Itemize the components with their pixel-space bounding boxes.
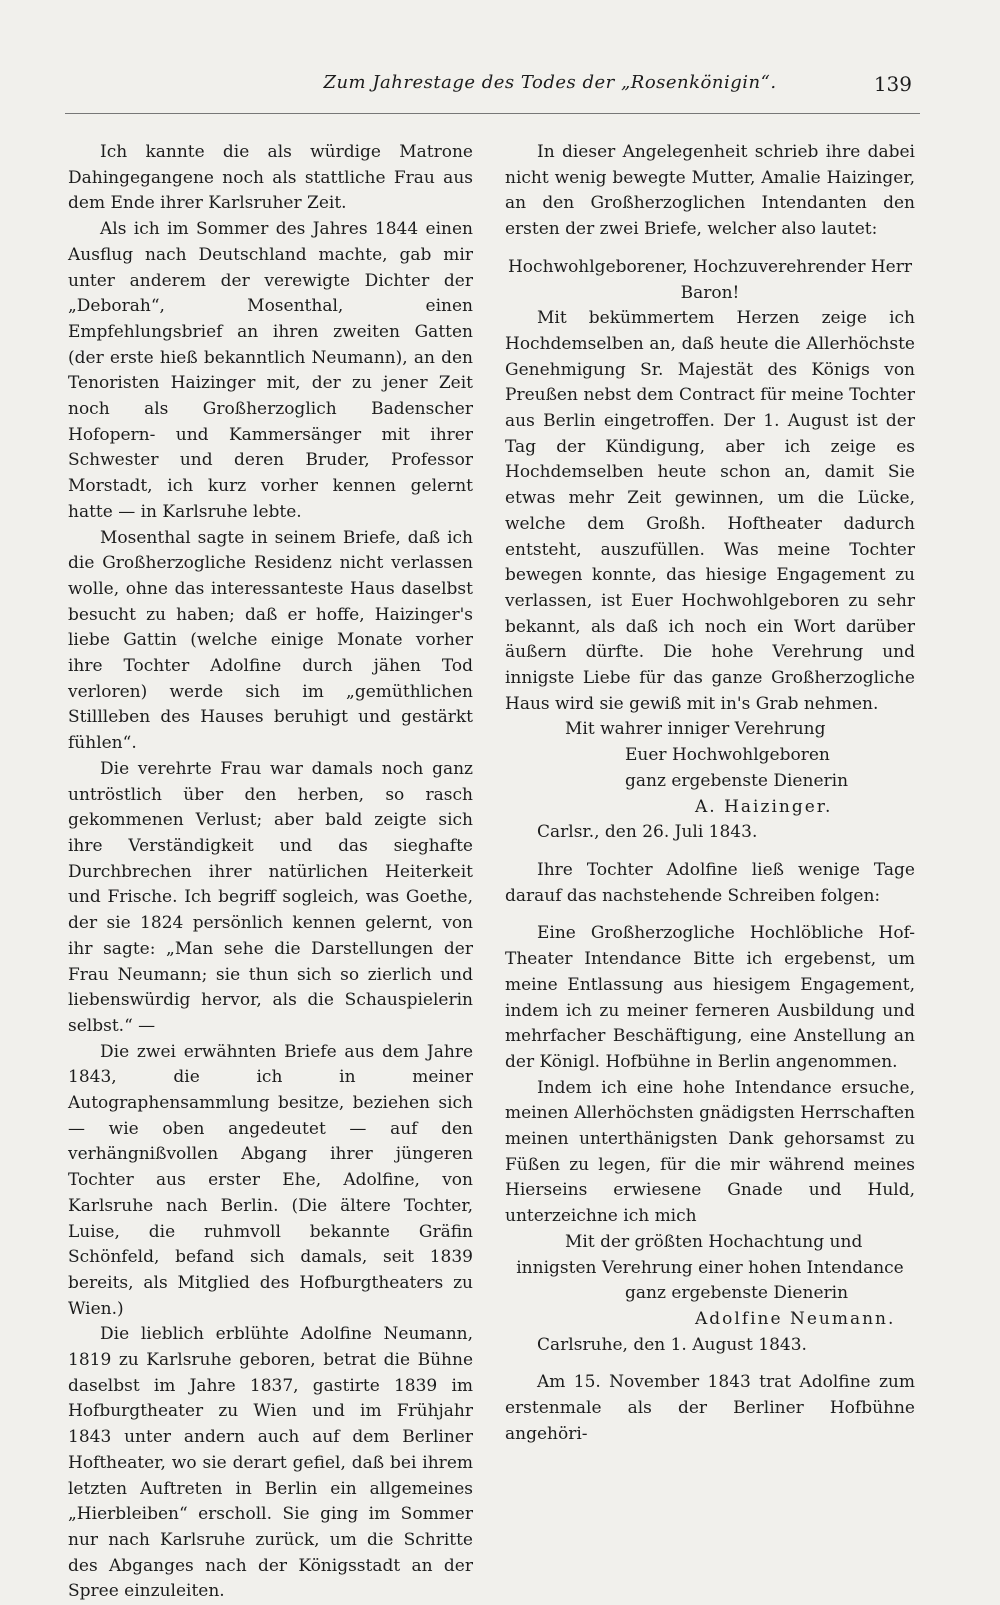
letter-closing: Mit wahrer inniger Verehrung — [565, 719, 826, 740]
letter-salutation: Hochwohlgeborener, Hochzuverehrender Herr Baron! — [507, 256, 912, 303]
left-column — [68, 140, 473, 1602]
page-number: 139 — [873, 72, 912, 96]
letter-closing: ganz ergebenste Dienerin — [625, 770, 849, 791]
spacer — [505, 1358, 915, 1370]
letter-body: Eine Großherzogliche Hochlöbliche Hof-Theater Intendance Bitte ich ergebenst, um meine Entlassung aus hiesigem Engagement, indem ich zu meiner ferneren Ausbildung und mehrfacher Beschäftigung, eine Anstellung an der Königl. Hofbühne in Berlin angenommen. — [505, 923, 915, 1072]
letter-closing: Euer Hochwohlgeboren — [625, 745, 830, 766]
spacer — [505, 243, 915, 255]
running-title: Zum Jahrestage des Todes der „Rosenkönigin“. — [323, 72, 777, 93]
letter-signature: A. Haizinger. — [695, 796, 833, 817]
paragraph: Mosenthal sagte in seinem Briefe, daß ich die Großherzogliche Residenz nicht verlassen wolle, ohne das interessanteste Haus daselbst besucht zu haben; daß er hoffe, Haizinger's liebe Gattin (welche einige Monate vorher ihre Tochter Adolfine durch jähen Tod verloren) werde sich im „gemüthlichen Stillleben des Hauses beruhigt und gestärkt fühlen“. — [68, 527, 473, 754]
paragraph: Die zwei erwähnten Briefe aus dem Jahre 1843, die ich in meiner Autographensammlung besitze, beziehen sich — wie oben angedeutet — auf den verhängnißvollen Abgang ihrer jüngeren Tochter aus erster Ehe, Adolfine, von Karlsruhe nach Berlin. (Die ältere Tochter, Luise, die ruhmvoll bekannte Gräfin Schönfeld, befand sich damals, seit 1839 bereits, als Mitglied des Hofburgtheaters zu Wien.) — [68, 1041, 473, 1319]
paragraph: Die lieblich erblühte Adolfine Neumann, 1819 zu Karlsruhe geboren, betrat die Bühne daselbst im Jahre 1837, gastirte 1839 im Hofburgtheater zu Wien und im Frühjahr 1843 unter andern auch auf dem Berliner Hoftheater, wo sie derart gefiel, daß bei ihrem letzten Auftreten in Berlin ein allgemeines „Hierbleiben“ erscholl. Sie ging im Sommer nur nach Karlsruhe zurück, um die Schritte des Abganges nach der Königsstadt an der Spree einzuleiten. — [68, 1324, 473, 1602]
paragraph: Ich kannte die als würdige Matrone Dahingegangene noch als stattliche Frau aus dem Ende ihrer Karlsruher Zeit. — [68, 142, 473, 214]
letter-closing: innigsten Verehrung einer hohen Intendance — [516, 1257, 904, 1278]
page-header — [60, 72, 920, 102]
letter-closing: Mit der größten Hochachtung und — [565, 1231, 863, 1252]
letter-closing: ganz ergebenste Dienerin — [625, 1283, 849, 1304]
paragraph: In dieser Angelegenheit schrieb ihre dabei nicht wenig bewegte Mutter, Amalie Haizinger, an den Großherzoglichen Intendanten den ersten der zwei Briefe, welcher also lautet: — [505, 142, 915, 240]
letter-body: Indem ich eine hohe Intendance ersuche, meinen Allerhöchsten gnädigsten Herrschaften meinen unterthänigsten Dank gehorsamst zu Füßen zu legen, für die mir während meines Hierseins erwiesene Gnade und Huld, unterzeichne ich mich — [505, 1077, 915, 1227]
letter-date: Carlsr., den 26. Juli 1843. — [537, 822, 758, 843]
spacer — [505, 909, 915, 921]
spacer — [505, 846, 915, 858]
paragraph: Als ich im Sommer des Jahres 1844 einen Ausflug nach Deutschland machte, gab mir unter anderem der verewigte Dichter der „Deborah“, Mosenthal, einen Empfehlungsbrief an ihren zweiten Gatten (der erste hieß bekanntlich Neumann), an den Tenoristen Haizinger mit, der zu jener Zeit noch als Großherzoglich Badenscher Hofopern- und Kammersänger mit ihrer Schwester und deren Bruder, Professor Morstadt, ich kurz vorher kennen gelernt hatte — in Karlsruhe lebte. — [68, 219, 473, 522]
right-column — [505, 140, 915, 1480]
paragraph: Ihre Tochter Adolfine ließ wenige Tage darauf das nachstehende Schreiben folgen: — [505, 859, 915, 906]
paragraph: Am 15. November 1843 trat Adolfine zum erstenmale als der Berliner Hofbühne angehöri- — [505, 1372, 915, 1444]
letter-signature: Adolfine Neumann. — [695, 1308, 896, 1329]
letter-body: Mit bekümmertem Herzen zeige ich Hochdemselben an, daß heute die Allerhöchste Genehmigung Sr. Majestät des Königs von Preußen nebst dem Contract für meine Tochter aus Berlin eingetroffen. Der 1. August ist der Tag der Kündigung, aber ich zeige es Hochdemselben heute schon an, damit Sie etwas mehr Zeit gewinnen, um die Lücke, welche dem Großh. Hoftheater dadurch entsteht, auszufüllen. Was meine Tochter bewegen konnte, das hiesige Engagement zu verlassen, ist Euer Hochwohlgeboren zu sehr bekannt, als daß ich noch ein Wort darüber äußern dürfte. Die hohe Verehrung und innigste Liebe für das ganze Großherzogliche Haus wird sie gewiß mit in's Grab nehmen. — [505, 308, 915, 714]
letter-date: Carlsruhe, den 1. August 1843. — [537, 1334, 807, 1355]
paragraph: Die verehrte Frau war damals noch ganz untröstlich über den herben, so rasch gekommenen Verlust; aber bald zeigte sich ihre Verständigkeit und das sieghafte Durchbrechen ihrer natürlichen Heiterkeit und Frische. Ich begriff sogleich, was Goethe, der sie 1824 persönlich kennen gelernt, von ihr sagte: „Man sehe die Darstellungen der Frau Neumann; sie thun sich so zierlich und liebenswürdig hervor, als die Schauspielerin selbst.“ — — [68, 758, 473, 1036]
header-rule — [65, 113, 920, 114]
